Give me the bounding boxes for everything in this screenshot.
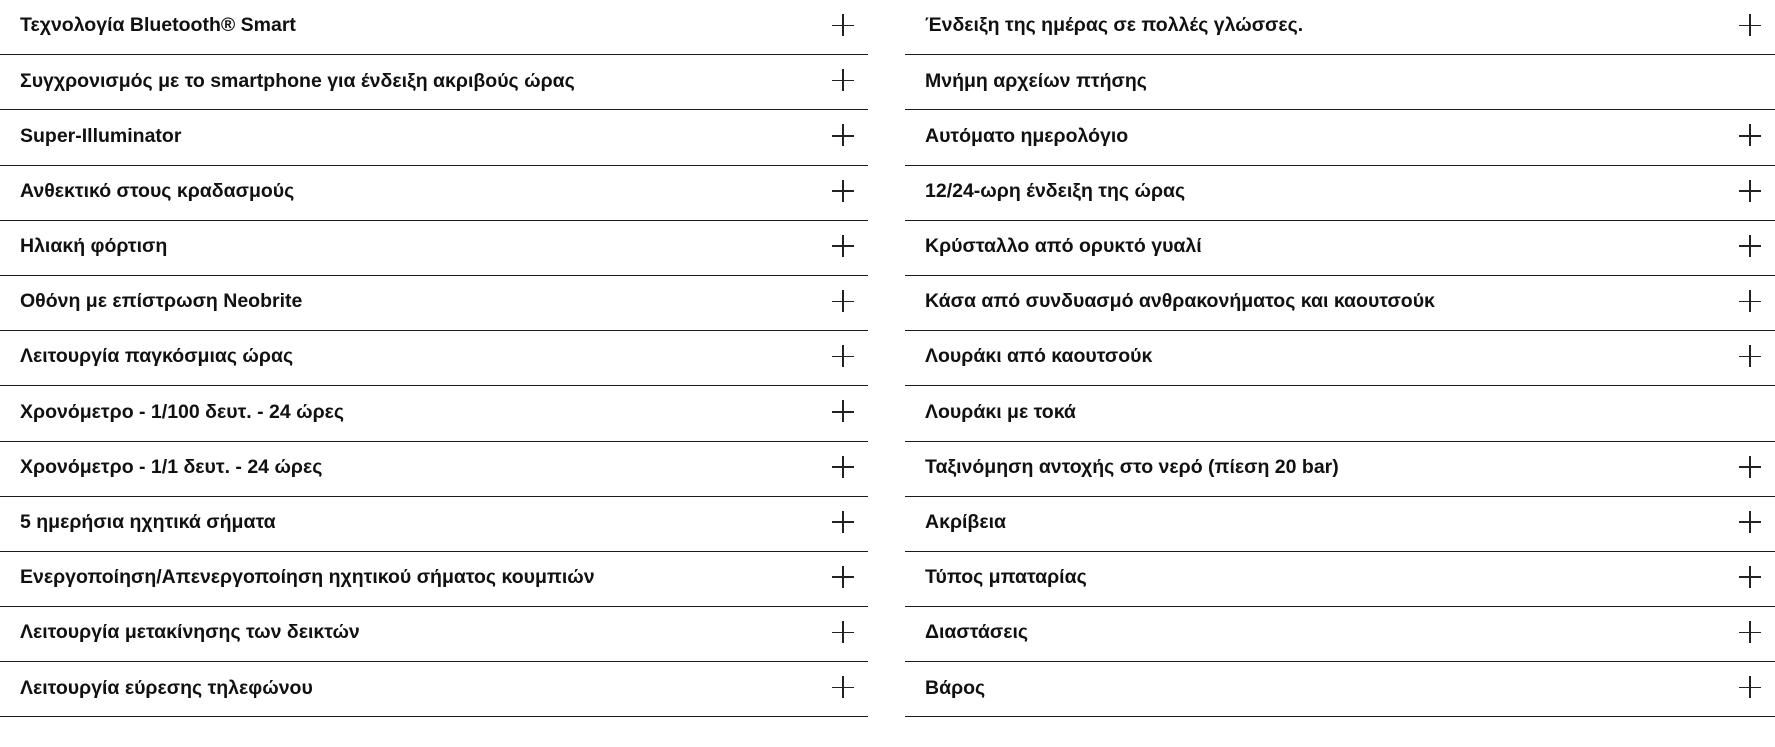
plus-icon[interactable] bbox=[832, 511, 854, 533]
plus-icon[interactable] bbox=[832, 69, 854, 91]
plus-icon[interactable] bbox=[832, 345, 854, 367]
plus-icon[interactable] bbox=[1739, 456, 1761, 478]
feature-row[interactable] bbox=[0, 331, 868, 386]
feature-label: Ένδειξη της ημέρας σε πολλές γλώσσες. bbox=[925, 14, 1304, 37]
plus-icon[interactable] bbox=[1739, 235, 1761, 257]
feature-label: Διαστάσεις bbox=[925, 621, 1029, 644]
feature-row bbox=[905, 386, 1775, 441]
feature-row[interactable] bbox=[0, 276, 868, 331]
feature-row[interactable] bbox=[905, 552, 1775, 607]
feature-label: Super-Illuminator bbox=[20, 124, 182, 147]
feature-label: Οθόνη με επίστρωση Neobrite bbox=[20, 290, 303, 313]
plus-icon[interactable] bbox=[1739, 290, 1761, 312]
feature-row[interactable] bbox=[905, 110, 1775, 165]
plus-icon[interactable] bbox=[832, 456, 854, 478]
feature-row[interactable] bbox=[0, 386, 868, 441]
features-column-left bbox=[0, 0, 868, 717]
feature-label: Κρύσταλλο από ορυκτό γυαλί bbox=[925, 235, 1202, 258]
feature-row[interactable] bbox=[905, 166, 1775, 221]
plus-icon[interactable] bbox=[832, 290, 854, 312]
plus-icon[interactable] bbox=[832, 676, 854, 698]
feature-row bbox=[905, 55, 1775, 110]
feature-row[interactable] bbox=[0, 0, 868, 55]
feature-label: Χρονόμετρο - 1/1 δευτ. - 24 ώρες bbox=[20, 455, 323, 478]
feature-row[interactable] bbox=[0, 110, 868, 165]
feature-row[interactable] bbox=[0, 552, 868, 607]
plus-icon[interactable] bbox=[1739, 621, 1761, 643]
feature-label: Ανθεκτικό στους κραδασμούς bbox=[20, 179, 295, 202]
feature-label: Ενεργοποίηση/Απενεργοποίηση ηχητικού σήματος κουμπιών bbox=[20, 566, 595, 589]
plus-icon[interactable] bbox=[832, 14, 854, 36]
feature-row[interactable] bbox=[905, 276, 1775, 331]
feature-row[interactable] bbox=[905, 221, 1775, 276]
plus-icon[interactable] bbox=[1739, 511, 1761, 533]
feature-row[interactable] bbox=[0, 497, 868, 552]
plus-icon[interactable] bbox=[832, 400, 854, 422]
feature-label: Βάρος bbox=[925, 676, 986, 699]
feature-row[interactable] bbox=[905, 0, 1775, 55]
feature-label: Συγχρονισμός με το smartphone για ένδειξη ακριβούς ώρας bbox=[20, 69, 575, 92]
feature-label: Τύπος μπαταρίας bbox=[925, 566, 1087, 589]
feature-label: Ταξινόμηση αντοχής στο νερό (πίεση 20 bar) bbox=[925, 455, 1339, 478]
feature-label: Λουράκι με τοκά bbox=[925, 400, 1076, 423]
plus-icon[interactable] bbox=[832, 566, 854, 588]
feature-row[interactable] bbox=[0, 442, 868, 497]
feature-row[interactable] bbox=[0, 166, 868, 221]
features-column-right bbox=[905, 0, 1775, 717]
feature-row[interactable] bbox=[0, 662, 868, 717]
feature-row[interactable] bbox=[0, 55, 868, 110]
feature-label: Τεχνολογία Bluetooth® Smart bbox=[20, 14, 296, 37]
feature-row[interactable] bbox=[905, 442, 1775, 497]
feature-row[interactable] bbox=[0, 607, 868, 662]
feature-label: Λειτουργία εύρεσης τηλεφώνου bbox=[20, 676, 313, 699]
feature-label: Αυτόματο ημερολόγιο bbox=[925, 124, 1129, 147]
feature-label: Ακρίβεια bbox=[925, 511, 1006, 534]
feature-row[interactable] bbox=[0, 221, 868, 276]
plus-icon[interactable] bbox=[1739, 566, 1761, 588]
feature-label: Μνήμη αρχείων πτήσης bbox=[925, 69, 1147, 92]
feature-label: Λειτουργία παγκόσμιας ώρας bbox=[20, 345, 294, 368]
feature-label: Λειτουργία μετακίνησης των δεικτών bbox=[20, 621, 360, 644]
feature-label: Χρονόμετρο - 1/100 δευτ. - 24 ώρες bbox=[20, 400, 345, 423]
feature-row[interactable] bbox=[905, 607, 1775, 662]
feature-row[interactable] bbox=[905, 662, 1775, 717]
feature-row[interactable] bbox=[905, 331, 1775, 386]
feature-row[interactable] bbox=[905, 497, 1775, 552]
plus-icon[interactable] bbox=[832, 180, 854, 202]
feature-label: 5 ημερήσια ηχητικά σήματα bbox=[20, 511, 276, 534]
feature-label: Κάσα από συνδυασμό ανθρακονήματος και καουτσούκ bbox=[925, 290, 1435, 313]
feature-label: Λουράκι από καουτσούκ bbox=[925, 345, 1153, 368]
plus-icon[interactable] bbox=[1739, 345, 1761, 367]
feature-label: Ηλιακή φόρτιση bbox=[20, 235, 168, 258]
plus-icon[interactable] bbox=[1739, 180, 1761, 202]
plus-icon[interactable] bbox=[832, 621, 854, 643]
feature-label: 12/24-ωρη ένδειξη της ώρας bbox=[925, 179, 1186, 202]
plus-icon[interactable] bbox=[1739, 14, 1761, 36]
plus-icon[interactable] bbox=[832, 235, 854, 257]
plus-icon[interactable] bbox=[1739, 124, 1761, 146]
plus-icon[interactable] bbox=[1739, 676, 1761, 698]
plus-icon[interactable] bbox=[832, 124, 854, 146]
